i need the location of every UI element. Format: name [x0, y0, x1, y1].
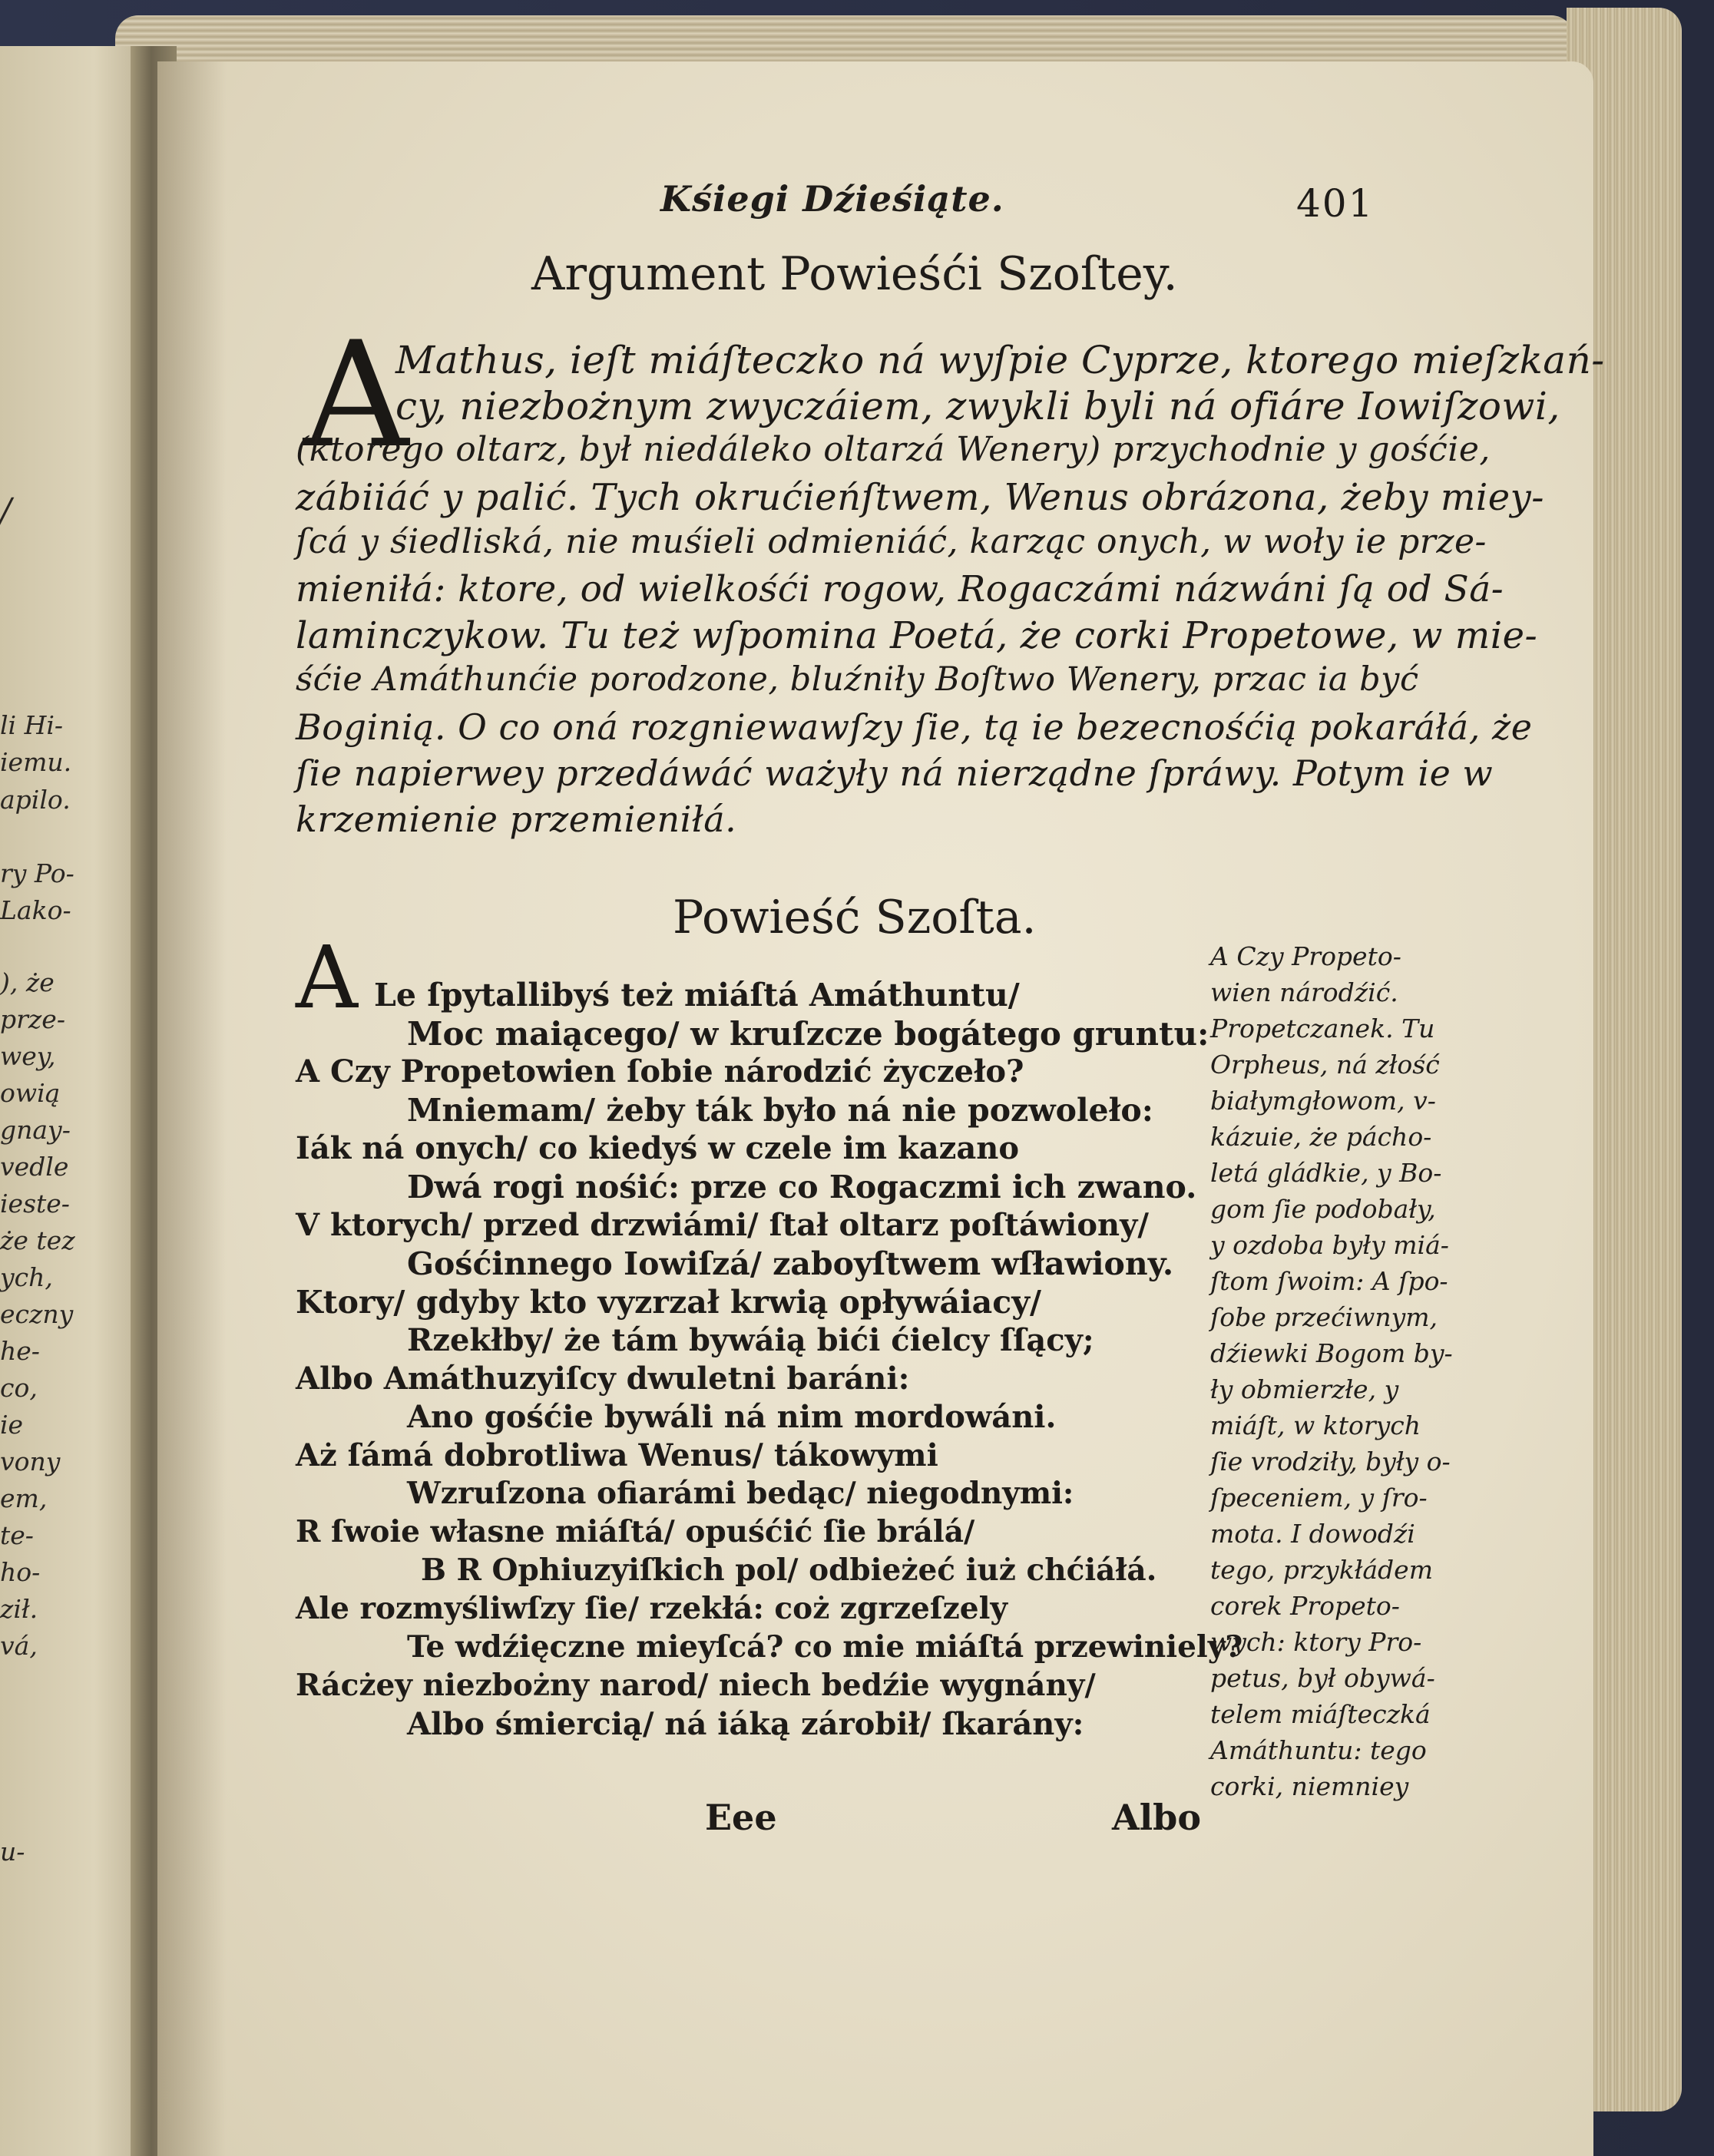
argument-title: Argument Powieśći Szoſtey.	[531, 247, 1178, 301]
gutter-shadow	[157, 61, 227, 2156]
left-page-fragment: wey,	[0, 1041, 56, 1071]
verse-line: V ktorych/ przed drzwiámi/ ſtał oltarz poſtáwiony/	[296, 1207, 1149, 1243]
left-page-fragment: em,	[0, 1483, 48, 1513]
argument-line: krzemienie przemieniłá.	[296, 799, 737, 840]
argument-line: Boginią. O co oná rozgniewawſzy ſie, tą ie bezecnośćią pokaráłá, że	[296, 706, 1533, 748]
marginal-note-line: ſtom ſwoim: A ſpo-	[1210, 1266, 1448, 1296]
marginal-note-line: ły obmierzłe, y	[1210, 1374, 1399, 1404]
left-page-fragment: że tez	[0, 1225, 75, 1255]
left-page-fragment: ził.	[0, 1594, 38, 1624]
left-page-fragment: he-	[0, 1336, 40, 1366]
marginal-note-line: mota. I dowodźi	[1210, 1519, 1415, 1549]
left-page-fragment: vedle	[0, 1152, 69, 1182]
verse-line: Ktory/ gdyby kto vyzrzał krwią opływáiacy/	[296, 1284, 1042, 1321]
left-page-fragment: apilo.	[0, 785, 71, 815]
marginal-note-line: Propetczanek. Tu	[1210, 1014, 1435, 1043]
left-page-fragment: ho-	[0, 1557, 41, 1587]
verse-line: Dwá rogi nośić: prze co Rogaczmi ich zwano.	[407, 1169, 1197, 1205]
marginal-note-line: wien národźić.	[1210, 977, 1398, 1007]
left-page-fragment: u-	[0, 1837, 25, 1867]
argument-line: śćie Amáthunćie porodzone, bluźniły Boſtwo Wenery, przac ia być	[296, 660, 1419, 699]
verse-line: Albo śmiercią/ ná iáką zárobił/ ſkarány:	[407, 1706, 1084, 1742]
marginal-note-line: y ozdoba były miá-	[1210, 1230, 1449, 1260]
argument-line: cy, niezbożnym zwyczáiem, zwykli byli ná ofiáre Iowiſzowi,	[395, 384, 1560, 428]
verse-line: Albo Amáthuzyiſcy dwuletni baráni:	[296, 1361, 910, 1397]
argument-line: Mathus, ieſt miáſteczko ná wyſpie Cyprze, ktorego mieſzkań-	[395, 338, 1605, 382]
marginal-note-line: corek Propeto-	[1210, 1591, 1400, 1621]
verse-line: Iák ná onych/ co kiedyś w czele im kazano	[296, 1130, 1020, 1166]
catchword: Albo	[1112, 1797, 1202, 1838]
verse-line: Ale rozmyśliwſzy ſie/ rzekłá: coż zgrzeſzely	[296, 1591, 1008, 1626]
page-number: 401	[1296, 181, 1375, 226]
left-page-fragment: ie	[0, 1410, 24, 1440]
marginal-note-line: miáſt, w ktorych	[1210, 1410, 1421, 1440]
left-page-fragment: eczny	[0, 1299, 74, 1329]
left-page-fragment: prze-	[0, 1004, 65, 1034]
marginal-note-line: białymgłowom, v-	[1210, 1086, 1436, 1116]
marginal-note-line: ſpeceniem, y ſro-	[1210, 1483, 1428, 1513]
marginal-note-line: Amáthuntu: tego	[1210, 1735, 1427, 1765]
left-page-fragment: ), że	[0, 967, 55, 997]
left-page-fragment: ieste-	[0, 1189, 70, 1219]
left-page-fragment: vá,	[0, 1631, 38, 1661]
argument-line: (ktorego oltarz, był niedáleko oltarzá Wenery) przychodnie y gośćie,	[296, 430, 1491, 469]
marginal-note-line: ſie vrodziły, były o-	[1210, 1447, 1451, 1476]
marginal-note-line: petus, był obywá-	[1210, 1663, 1435, 1693]
left-page-fragment: /	[0, 491, 12, 531]
left-page-fragment: vony	[0, 1447, 61, 1476]
left-page-fragment: ych,	[0, 1262, 53, 1292]
argument-drop-cap: A	[303, 310, 409, 480]
argument-line: laminczykow. Tu też wſpomina Poetá, że corki Propetowe, w mie-	[296, 614, 1538, 657]
marginal-note-line: kázuie, że pácho-	[1210, 1122, 1432, 1152]
marginal-note-line: tego, przykłádem	[1210, 1555, 1434, 1585]
verse-line: R ſwoie własne miáſtá/ opuśćić ſie brálá/	[296, 1514, 975, 1549]
signature-mark: Eee	[705, 1797, 777, 1838]
story-title: Powieść Szoſta.	[673, 891, 1037, 944]
verse-line: Le ſpytallibyś też miáſtá Amáthuntu/	[374, 977, 1020, 1014]
verse-line: B R Ophiuzyiſkich pol/ odbieżeć iuż chćiáłá.	[421, 1553, 1157, 1588]
marginal-note-line: A Czy Propeto-	[1210, 941, 1401, 971]
verse-line: Ano gośćie bywáli ná nim mordowáni.	[407, 1399, 1057, 1435]
left-page-fragment: ry Po-	[0, 858, 74, 888]
running-head: Kśiegi Dźieśiąte.	[660, 178, 1004, 220]
verse-line: A Czy Propetowien ſobie národzić życzeło?	[296, 1053, 1024, 1090]
marginal-note-line: ſobe przećiwnym,	[1210, 1302, 1438, 1332]
argument-line: zábiiáć y palić. Tych okrućieńſtwem, Wenus obrázona, żeby miey-	[296, 476, 1544, 519]
marginal-note-line: wych: ktory Pro-	[1210, 1627, 1422, 1657]
argument-line: ſie napierwey przedáwáć ważyły ná nierządne ſpráwy. Potym ie w	[296, 752, 1494, 794]
marginal-note-line: dźiewki Bogom by-	[1210, 1338, 1453, 1368]
verse-drop-cap: A	[296, 928, 358, 1028]
left-page-fragment: te-	[0, 1520, 34, 1550]
verse-line: Mniemam/ żeby ták było ná nie pozwoleło:	[407, 1092, 1153, 1129]
verse-line: Te wdźięczne mieyſcá? co mie miáſtá przewiniely?	[407, 1629, 1243, 1665]
left-page-fragment: co,	[0, 1373, 38, 1403]
marginal-note-line: letá gládkie, y Bo-	[1210, 1158, 1442, 1188]
marginal-note-line: Orpheus, ná złość	[1210, 1050, 1440, 1080]
argument-line: ſcá y śiedliská, nie muśieli odmieniáć, karząc onych, w woły ie prze-	[296, 522, 1487, 561]
left-page-fragment: gnay-	[0, 1115, 71, 1145]
verse-line: Wzruſzona ofiarámi bedąc/ niegodnymi:	[407, 1476, 1074, 1511]
verse-line: Rácżey niezbożny narod/ niech bedźie wygnány/	[296, 1668, 1096, 1703]
left-page-fragment: iemu.	[0, 747, 72, 777]
verse-line: Gośćinnego Iowiſzá/ zaboyſtwem wſławiony.	[407, 1245, 1174, 1282]
marginal-note-line: gom ſie podobały,	[1210, 1194, 1436, 1224]
verse-line: Rzekłby/ że tám bywáią bići ćielcy ſſący;	[407, 1322, 1094, 1358]
marginal-note-line: corki, niemniey	[1210, 1771, 1409, 1801]
left-page-fragment: owią	[0, 1078, 61, 1108]
left-page-fragment: li Hi-	[0, 710, 64, 740]
argument-line: mieniłá: ktore, od wielkośći rogow, Rogaczámi názwáni ſą od Sá-	[296, 568, 1504, 610]
verse-line: Moc maiącego/ w kruſzcze bogátego gruntu:	[407, 1015, 1209, 1053]
left-page-fragment: Lako-	[0, 895, 71, 925]
verse-line: Aż ſámá dobrotliwa Wenus/ tákowymi	[296, 1437, 938, 1473]
marginal-note-line: telem miáſteczká	[1210, 1699, 1431, 1729]
